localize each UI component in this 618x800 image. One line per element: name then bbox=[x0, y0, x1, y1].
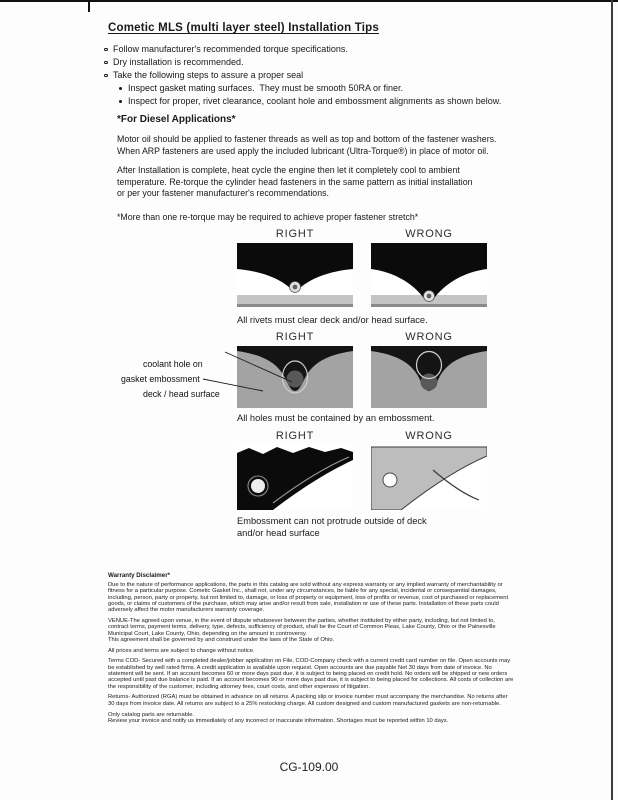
warranty-paragraph-liability: Due to the nature of performance applications, the parts in this catalog are sold without any express warranty or any implied warranty of merchantability or fitness for a particular purpose. Cometic Gasket Inc., shall not, under any circumstances, be liable for any special, incidental or consequential damages, including, person, party or property, but not limited to, damage, or loss of property or equipment, loss of profits or revenue, cost of purchased or replacement goods, or claims of customers of the purchase, which may arise and/or result from sale, installation or use of these parts. Installation of these parts could adversely affect the motor manufacturers warranty coverage. bbox=[108, 582, 509, 614]
filled-bullet-icon bbox=[119, 82, 128, 95]
diesel-paragraph-oil bbox=[117, 134, 547, 157]
tip-sub-item bbox=[119, 82, 554, 95]
wrong-label-row3: WRONG bbox=[405, 430, 453, 442]
scan-mark-top-left bbox=[88, 0, 90, 12]
coolant-hole-label-line: deck / head surface bbox=[143, 389, 220, 399]
protrusion-caption-line: and/or head surface bbox=[237, 527, 320, 538]
embossment-caption: All holes must be contained by an embossment. bbox=[237, 413, 435, 423]
installation-tips-list bbox=[104, 43, 554, 108]
diesel-heading: *For Diesel Applications* bbox=[117, 114, 236, 125]
wrong-label-row2: WRONG bbox=[405, 331, 453, 343]
rivet-wrong-figure bbox=[371, 243, 487, 311]
warranty-paragraph-prices: All prices and terms are subject to change without notice. bbox=[108, 647, 255, 654]
scan-edge-top-line bbox=[0, 0, 618, 2]
page-title: Cometic MLS (multi layer steel) Installation Tips bbox=[108, 22, 379, 34]
tip-text: Inspect gasket mating surfaces. They must be smooth 50RA or finer. bbox=[128, 83, 403, 93]
tip-item bbox=[104, 43, 554, 56]
wrong-label-row1: WRONG bbox=[405, 228, 453, 240]
tip-item bbox=[104, 56, 554, 69]
paragraph-line: Motor oil should be applied to fastener threads as well as top and bottom of the fastener washers. bbox=[117, 134, 497, 144]
protrusion-right-figure bbox=[237, 444, 353, 510]
warranty-paragraph-venue: VENUE-The agreed upon venue, in the event of dispute whatsoever between the parties, whether instituted by either party, including, but not limited to, contract terms, payment terms, delivery, type, defects, sufficiency of product, shall be the Court of Common Pleas, Lake County, Ohio or the Painesville Municipal Court, Lake County, Ohio, depending on the amount in controversy. bbox=[108, 617, 496, 637]
doc-code: CG-109.00 bbox=[279, 760, 339, 774]
rivet-right-figure bbox=[237, 243, 353, 311]
diesel-paragraph-heat-cycle bbox=[117, 165, 547, 200]
warranty-heading: Warranty Disclaimer* bbox=[108, 572, 171, 579]
warranty-paragraph-terms-cod: Terms COD- Secured with a completed dealer/jobber application on File, COD-Company check with a current credit card number on file. Open accounts may be established by well rated firms. A credit application is available upon request. Open accounts are due payable Net 30 days from date of invoice. No statement will be sent. If an account becomes 60 or more days past due, it is subject to being placed on credit hold. No orders will be shipped or new orders accepted until past due balance is paid. If an account becomes 90 or more days past due, it is subject to being placed for collections. All costs of collection are the responsibility of the customer, including attorney fees, court costs, and other expenses of litigation. bbox=[108, 658, 514, 690]
paragraph-line: temperature. Re-torque the cylinder head fasteners in the same pattern as initial installation bbox=[117, 176, 473, 187]
coolant-hole-label-line: coolant hole on bbox=[143, 359, 203, 369]
warranty-paragraph-catalog-returnable: Only catalog parts are returnable. bbox=[108, 711, 195, 718]
tip-text: Follow manufacturer's recommended torque specifications. bbox=[113, 44, 348, 54]
paragraph-line: After Installation is complete, heat cycle the engine then let it completely cool to ambient bbox=[117, 165, 460, 176]
warranty-paragraph-returns: Returns- Authorized (RGA) must be obtained in advance on all returns. A packing slip or invoice number must accompany the merchandise. No returns after 30 days from invoice date. All returns are subject to a 25% restocking charge. All custom designed and custom manufactured gaskets are non-returnable. bbox=[108, 694, 508, 707]
protrusion-caption-line: Embossment can not protrude outside of deck bbox=[237, 516, 427, 526]
warranty-paragraph-review-invoice: Review your invoice and notify us immediately of any incorrect or inaccurate information. Shortages must be reported within 10 days. bbox=[108, 717, 449, 724]
gasket-embossment-label: gasket embossment bbox=[121, 374, 200, 384]
paragraph-line: When ARP fasteners are used apply the included lubricant (Ultra-Torque®) in place of motor oil. bbox=[117, 145, 489, 156]
open-bullet-icon bbox=[104, 43, 113, 56]
filled-bullet-icon bbox=[119, 95, 128, 108]
warranty-section bbox=[108, 572, 514, 729]
tip-text: Take the following steps to assure a proper seal bbox=[113, 70, 304, 80]
tip-sub-item bbox=[119, 95, 554, 108]
tip-text: Dry installation is recommended. bbox=[113, 57, 244, 67]
retorque-note: *More than one re-torque may be required to achieve proper fastener stretch* bbox=[117, 211, 419, 222]
rivet-caption: All rivets must clear deck and/or head surface. bbox=[237, 315, 428, 325]
tip-item bbox=[104, 69, 554, 82]
diesel-applications-section bbox=[117, 114, 547, 222]
warranty-paragraph-governing-law: This agreement shall be governed by and construed under the laws of the State of Ohio. bbox=[108, 636, 335, 643]
protrusion-wrong-figure bbox=[371, 444, 487, 510]
open-bullet-icon bbox=[104, 69, 113, 82]
tip-text: Inspect for proper, rivet clearance, coolant hole and embossment alignments as shown below. bbox=[128, 96, 502, 106]
scan-edge-right-line bbox=[611, 0, 613, 800]
embossment-wrong-figure bbox=[371, 346, 487, 408]
right-label-row2: RIGHT bbox=[275, 331, 315, 343]
right-label-row1: RIGHT bbox=[275, 228, 315, 240]
paragraph-line: or per your fastener manufacturer's recommendations. bbox=[117, 188, 329, 199]
right-label-row3: RIGHT bbox=[275, 430, 315, 442]
annotation-leader-lines bbox=[196, 340, 306, 398]
open-bullet-icon bbox=[104, 56, 113, 69]
protrusion-caption bbox=[237, 516, 427, 539]
